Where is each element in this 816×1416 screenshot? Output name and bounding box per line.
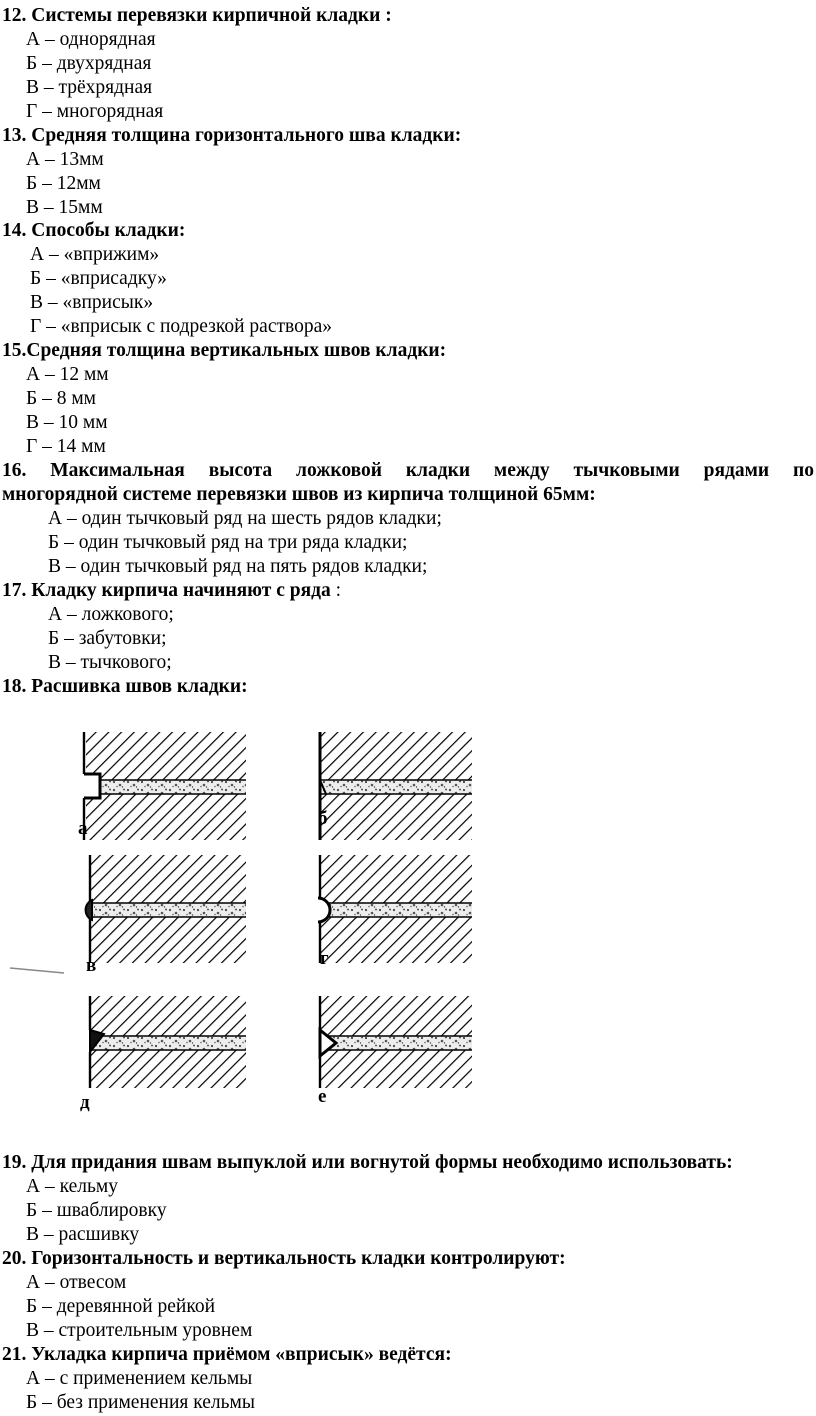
question-14-title: 14. Способы кладки: — [2, 220, 186, 241]
question-21-option-a: А – с применением кельмы — [26, 1368, 253, 1389]
question-16-title — [2, 459, 814, 507]
question-13-option-b: Б – 12мм — [26, 173, 101, 194]
question-13-option-a: А – 13мм — [26, 149, 104, 170]
figure-label-a: а — [78, 818, 88, 839]
joint-g-diagram — [318, 855, 472, 963]
question-21-option-b: Б – без применения кельмы — [26, 1392, 255, 1413]
question-13-title: 13. Средняя толщина горизонтального шва кладки: — [2, 125, 462, 146]
q16-word: Максимальная — [50, 460, 185, 481]
question-15-title: 15.Средняя толщина вертикальных швов кладки: — [2, 340, 447, 361]
question-18-title: 18. Расшивка швов кладки: — [2, 676, 248, 697]
question-19-option-c: В – расшивку — [26, 1224, 140, 1245]
question-14-option-a: А – «вприжим» — [30, 244, 160, 265]
question-15-option-a: А – 12 мм — [26, 364, 109, 385]
question-19-option-a: А – кельму — [26, 1176, 118, 1197]
q16-word: ложковой — [296, 460, 382, 481]
q16-word: между — [493, 460, 550, 481]
question-20-option-c: В – строительным уровнем — [26, 1320, 253, 1341]
question-14-option-b: Б – «вприсадку» — [30, 268, 167, 289]
q16-word: по — [792, 460, 814, 481]
joint-d-diagram — [90, 996, 246, 1088]
question-17-option-a: А – ложкового; — [48, 604, 174, 625]
question-20-option-a: А – отвесом — [26, 1272, 127, 1293]
figure-label-d: д — [80, 1092, 90, 1113]
question-14-option-d: Г – «вприсык с подрезкой раствора» — [30, 316, 332, 337]
question-17-title-tail: : — [330, 580, 342, 601]
q16-word: тычковыми — [573, 460, 680, 481]
question-15-option-d: Г – 14 мм — [26, 436, 106, 457]
q16-word: 16. — [2, 460, 27, 481]
figure-label-v: в — [86, 955, 97, 976]
question-20-title: 20. Горизонтальность и вертикальность кладки контролируют: — [2, 1248, 566, 1269]
question-17-option-b: Б – забутовки; — [48, 628, 167, 649]
figure-label-e: е — [318, 1086, 327, 1107]
question-17-option-c: В – тычкового; — [48, 652, 172, 673]
question-12-option-b: Б – двухрядная — [26, 53, 152, 74]
q16-word: рядами — [703, 460, 770, 481]
joint-a-diagram — [84, 732, 246, 840]
q16-word: кладки — [405, 460, 471, 481]
joint-v-diagram — [86, 855, 246, 963]
joint-pointing-figure — [0, 700, 816, 1150]
question-13-option-c: В – 15мм — [26, 197, 103, 218]
question-12-option-d: Г – многорядная — [26, 101, 164, 122]
q16-word: высота — [208, 460, 273, 481]
figure-label-b: б — [318, 808, 328, 829]
question-21-title: 21. Укладка кирпича приёмом «вприсык» ведётся: — [2, 1344, 452, 1365]
figure-label-g: г — [320, 948, 329, 969]
question-12-option-c: В – трёхрядная — [26, 77, 153, 98]
question-15-option-c: В – 10 мм — [26, 412, 108, 433]
question-12-title: 12. Системы перевязки кирпичной кладки : — [2, 5, 392, 26]
question-14-option-c: В – «вприсык» — [30, 292, 154, 313]
question-17-title-text: 17. Кладку кирпича начиняют с ряда — [2, 580, 331, 601]
question-16-line-1 — [2, 459, 814, 483]
question-17-title — [2, 579, 341, 603]
joint-b-diagram — [320, 732, 472, 840]
question-12-option-a: А – однорядная — [26, 29, 156, 50]
question-16-option-c: В – один тычковый ряд на пять рядов кладки; — [48, 556, 428, 577]
question-15-option-b: Б – 8 мм — [26, 388, 97, 409]
question-16-line-2: многорядной системе перевязки швов из кирпича толщиной 65мм: — [2, 484, 596, 505]
joint-pointing-diagram — [0, 700, 816, 1150]
question-19-title: 19. Для придания швам выпуклой или вогнутой формы необходимо использовать: — [2, 1152, 733, 1173]
question-16-option-b: Б – один тычковый ряд на три ряда кладки; — [48, 532, 408, 553]
question-20-option-b: Б – деревянной рейкой — [26, 1296, 216, 1317]
question-16-option-a: А – один тычковый ряд на шесть рядов кладки; — [48, 508, 442, 529]
joint-e-diagram — [320, 996, 472, 1088]
question-19-option-b: Б – шваблировку — [26, 1200, 167, 1221]
